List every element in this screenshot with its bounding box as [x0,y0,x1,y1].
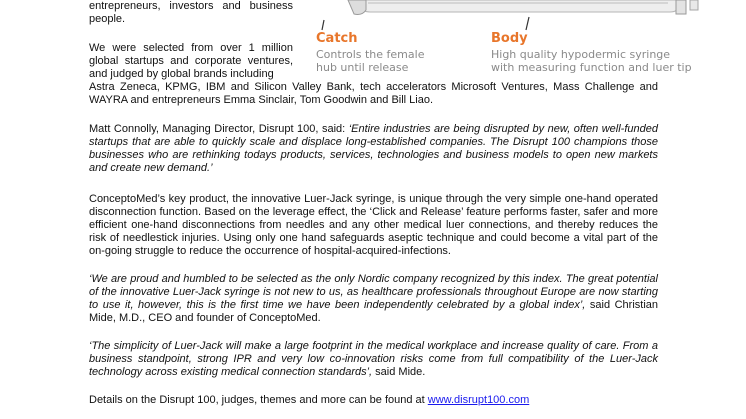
body-caption-line-2: with measuring function and luer tip [491,61,692,74]
details-paragraph [89,394,658,407]
intro-tail-paragraph: entrepreneurs, investors and business people. [89,0,293,25]
catch-caption-title: Catch [316,31,358,46]
luer-jack-figure [308,0,746,80]
selected-paragraph-head: We were selected from over 1 million global startups and corporate ventures, and judged by global brands including [89,42,293,80]
catch-caption-line-1: Controls the female [316,48,425,61]
connolly-intro: Matt Connolly, Managing Director, Disrupt 100, said: [89,123,349,135]
body-caption-line-1: High quality hypodermic syringe [491,48,671,61]
disrupt100-link[interactable]: www.disrupt100.com [427,394,530,406]
connolly-quote: ‘Entire industries are being disrupted by new, often well-funded startups that are able to quickly scale and displace long-established companies. The Disrupt 100 champions those businesses who are rethinking todays products, services, technologies and business models to open new markets and create new demand.’ [89,123,658,174]
details-text: Details on the Disrupt 100, judges, themes and more can be found at [89,394,428,406]
mide-quote-2-attribution: said Mide. [372,366,426,378]
body-caption-title: Body [491,31,528,46]
mide-quote-1-attribution: said Christian Mide, M.D., CEO and founder of ConceptoMed. [89,299,659,324]
catch-caption-line-2: hub until release [316,61,409,74]
mide-quote-1-paragraph [89,273,658,325]
mide-quote-2: ‘The simplicity of Luer-Jack will make a large footprint in the medical workplace and increase quality of care. From a business standpoint, strong IPR and very low co-innovation risks come from full compatibility of the Luer-Jack technology across existing medical connection standards’, [89,340,658,378]
selected-paragraph-tail: Astra Zeneca, KPMG, IBM and Silicon Valley Bank, tech accelerators Microsoft Ventures, Mass Challenge and WAYRA and entrepreneurs Emma Sinclair, Tom Goodwin and Bill Liao. [89,81,658,106]
mide-quote-2-paragraph [89,340,658,379]
connolly-paragraph [89,123,658,175]
mide-quote-1: ‘We are proud and humbled to be selected as the only Nordic company recognized by this index. The great potential of the innovative Luer-Jack syringe is not new to us, as healthcare professionals throughout Europe are now starting to use it, however, this is the first time we have been independently celebrated by a global index’, [89,273,658,311]
product-paragraph: ConceptoMed’s key product, the innovative Luer-Jack syringe, is unique through the very simple one-hand operated disconnection function. Based on the leverage effect, the ‘Click and Release’ feature performs faster, safer and more efficient one-hand disconnections from needles and any other medical luer connections, and thereby reduces the risk of needlestick injuries. Using only one hand safeguards aseptic technique and could become a vital part of the on-going struggle to reduce the occurrence of hospital-acquired-infections. [89,193,658,257]
